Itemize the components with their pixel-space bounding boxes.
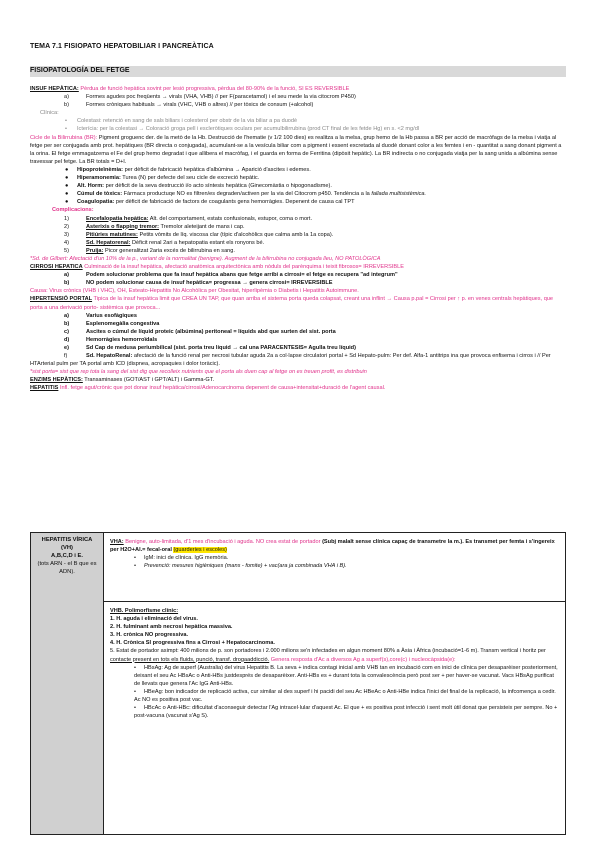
hipertensio-item: a) Varius esofàgiques [64,312,137,319]
highlight: (guarderies i escoles) [173,547,227,554]
content-body [30,85,566,393]
bullet-item: ● Hipoproteïnèmia: per dèficit de fabricació hepàtica d'albúmina → Aparició d'ascites i edemes. [65,166,311,173]
hipertensio-item: b) Esplenomegàlia congestiva [64,320,160,327]
gilbert-note: *Sd. de Gilbert: Afectació d'un 10% de la p., variant de la normalitat (benigne). Augment de la bilirrubina no conjugada lleu, NO PATOLÒGICA [30,255,381,262]
bullet-item: ● Hiperamonemia: Turea (N) per defecte del seu cicle de excreció hepàtic. [65,175,260,182]
section-heading: FISIOPATOLOGÍA DEL FETGE [30,66,566,77]
hipertensio-item: d) Hemorràgies hemorroïdals [64,336,158,343]
insuf-item-b: b) Formes cròniques habituals → virals (VHC, VHB o altres) // per tòxics de consum (+alcohol) [64,102,314,109]
cirrosi-item-b: b) NO podem solucionar causa de insuf hepàtica= progressa → genera cirrosi= IRREVERSIBLE [64,280,333,287]
complicacio-item: 2) Asterixis o flapping tremor: Tremolor aleteijant de mans i cap. [64,223,245,230]
bullet-item: ● Coagulopatia: per dèficit de fabricació de factors de coagulants gens hemorràgies. Depenent de causa cal TPT [65,199,355,206]
complicacio-item: 5) Pruija: Picor generalitzat 2aria excés de bilirrubina en sang. [64,247,235,254]
complicacio-item: 1) Encefalopatia hepàtica: Alt. del comportament, estats confusionals, estupor, coma o mort. [64,215,313,222]
hipertensio-item: e) Sd Cap de medusa periumbilical (sist. porta treu líquid → cal una PARACENTESIS= Agulla treu líquid) [64,345,356,351]
hipertensio-item: f) Sd. HepatoRenal: afectació de la funció renal per necrosi tubular aguda 2a a col·lapse circulatori portal + Sd Hepato-pulm: Per def. Alfa-1 antitrips ina que provoca enfisema i cirros i // Per HTArterial pulm per TA portal amb ICD (dispnea, acropaquies i dolor toràcic). [30,353,551,368]
complicacio-item: 3) Pitiúries matutines: Petits vòmits de líq. viscosa clar (típic d'alcohòlics que calma amb la 1a copa). [64,231,334,238]
table-left-cell: HEPATITIS VÍRICA (VH) A,B,C,D i E. (tots ARN - el B que es ADN). [31,533,104,835]
hepatitis-table [30,532,566,835]
vhb-cell: VHB. Polimorfisme clínic: 1. H. aguda i eliminació del virus. 2. H. fulminant amb necrosi hepàtica massiva. 3. H. crònica NO progressiva. 4. H. Crònica SI progressiva fins a Cirrosi + Hepatocarcinoma. 5. Estat de portador asimpt: 400 milions de p. son portadores i 2.000 milions se'n infectades en algun moment 80% a Àsia i Àfrica (incubació=1-6 m). Transm vertical i horitz per contacte present en tots els fluids, punció, transf. drogaaddicció. Genera resposta d'Ac a diversos Ag a superf(s),core(c) i nucleocàpsida(e): • HBsAg: Ag de superf (Australia) del virus Hepatitis B. La seva + indica contagi inicial amb VHB tan en incubació com en inici de clínica per desaparèixer posteriorment, deixant el seu Ac HBsAc o Anti-HBs justdesprés de desaparèixer. Anti-HBs es + durant tota la convalescència però post ser + per haver-se vacunat. Vacs HBsAg purificat de llevats que genera l'Ac IgG Anti-HBs. • HBeAg: bon indicador de replicació activa, cur similar al des superf i hi pacidi del seu Ac HBeAc o Anti-HBe indica l'inici del final de la replicació, la infcomença a cedir. Ac NO es positiva post vac. • HBcAc o Anti-HBc: dificultat d'aconseguir detectar l'Ag intracel·lular d'aquest Ac. El que + es positiva post infecció i sent molt útil donat que persisteix per sempre. No + post-vacuna (vacunat s'Ag S). [104,602,566,835]
cicle-bilirrubina: Cicle de la Bilirrubina (BR): Pigment groguenc der. de la metò de la Hb. Destrucció de l'hematie (v 1/2 100 dies) es realitza a la melsa, grup hemo de la Hb passa a BR per acció de macròfags de la melsa i viatja al fetge per ser conjugada amb prot. hepàtiques (BR directa o conjugada), acumulant-se a la vesícula biliar com a pigment i essent excretada al duodè donant color a les femtes i en - quantitat a sang donant pigment a la orina. El fetge emmagatzema el Fe del grup hemo degradat i que allibera el macròfag, i el guarda en forma de Ferritina (dipòsit hepàtic). La BR indirecta o no conjugada viatja per la sang unida a albúmina sense travessar pel fetge. La BR totals = D+I. [30,134,562,165]
clinica-item: • Icterícia: per la colestasi → Coloració groga pell i escleròtiques oculars per acumulbilirrubina (prod CT final de les fetde Hg) en s. <2 mg/dl [65,126,420,133]
page-title: TEMA 7.1 FISIOPATO HEPATOBILIAR I PANCREÀTICA [30,43,214,50]
cirrosi-heading: CIRROSI HEPATICA Culminació de la insuf hepàtica, afectació anatòmica arquitectònica amb nòduls del parènquima i teixit fibrosos= IRREVERSIBLE [30,264,404,271]
hipertensio-item: c) Ascites o cúmul de líquid proteic (albúmina) peritoneal = líquids abd que surten del sist. porta [64,328,336,335]
vha-cell: VHA: Benigne, auto-limitada, d'1 mes d'incubació i aguda. NO crea estat de portador (Subj malalt sense clínica capaç de transmetre la m.). Es transmet per femta i s'ingereix per H2O+Al.= fecal-oral (guarderies i escoles) • IgM: inici de clínica. IgG memòria. • Prevenció: mesures higièniques (mans - fomite) + vac(ara ja combinada VHA i B). [104,533,566,602]
hipertensio-heading: HIPERTENSIÓ PORTAL Tipica de la insuf hepàtica limit que CREA UN TAP, que quan arriba el sistema porta queda colapsat, creant una inflint → Causa p.pal = Cirrosi per ↑ p. en venes centrals hepàtiques, que porta a una derivació porto- sistèmica que provoca... [30,296,554,311]
clinica-item: • Colestasi: retenció en sang de sals biliars i colesterol per obstr de la via biliar a pa duodè [65,118,298,125]
bullet-item: ● Cúmul de tòxics: Fàrmacs productuqe NO es filtren/es degraden/activen per la via del Citocrom p450. Tendència a la fallada multisistèmica. [65,191,427,198]
complicacions-label: Complicacions: [52,207,94,214]
sist-porta-note: *sist porta= sist que rep tota la sang del sist dig que recolleix nutrients que el porta als duen cap al fetge on es treuen profit, es distribuin [30,369,367,376]
cirrosi-causa: Causa: Virus crònics (VHB i VHC), OH, Esteato-Hepatitis No Alcohòlica per Obesitat, hiperlipèmia o Diabetis i Hepatitis Autoimmune. [30,288,359,295]
bullet-item: ● Alt. Horm: per dèficit de la seva destrucció i/o acto síntesis hepàtica (Ginecomàstia o hipogonadisme). [65,183,332,190]
clinica-label: Clínica: [40,110,59,117]
enzims-line: ENZIMS HEPÀTICS: Transaminases (GOT/AST i GPT/ALT) i Gamma-GT. [30,377,215,384]
insuf-item-a: a) Formes agudes poc freqüents → virals (VHA, VHB) // per F(paracetamol) i el seu mede la via citocrom P450) [64,94,356,101]
cirrosi-item-a: a) Podem solucionar problema que fa insuf hepàtica abans que fetge arribi a cirrosi= el fetge es recupera "ad integrum" [64,272,398,279]
complicacio-item: 4) Sd. Hepatorenal: Dèficit renal 2ari a hepatopatia estant els ronyons bé. [64,239,265,246]
insuf-heading: INSUF HEPÀTICA: Pèrdua de funció hepàtica sovint per lesió progressiva, pèrdua del 80-90% de la funció, SI ES REVERSIBLE [30,86,350,92]
hepatitis-line: HEPATITIS Infl. fetge agut/crònic que pot donar insuf hepàtica/cirrosi/Adenocarcinoma depenent de causa+intensitat+duració de l'agent causal. [30,385,386,392]
